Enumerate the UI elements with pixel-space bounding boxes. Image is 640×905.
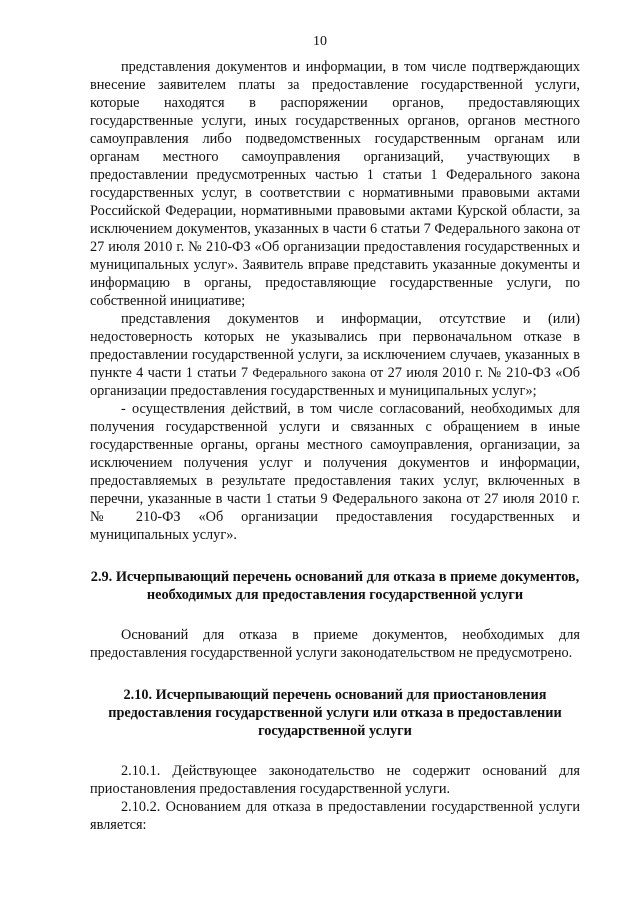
paragraph-text-small: Федерального закона [252, 366, 366, 380]
paragraph-text: от 27 июля 2010 г. № 210-ФЗ «Об организации предоставления государственных и муниципальных услуг»; [90, 365, 580, 399]
section-heading-2-9: 2.9. Исчерпывающий перечень оснований для отказа в приеме документов, необходимых для предоставления государственной услуги [90, 569, 580, 603]
heading-line: 2.10. Исчерпывающий перечень оснований для приостановления [123, 687, 547, 703]
paragraph-document-requirements: представления документов и информации, в том числе подтверждающих внесение заявителем платы за предоставление государственной услуги, которые находятся в распоряжении органов, предоставляющих государственные услуги, иных государственных органов, органов местного самоуправления либо подведомственных государственным органам или органам местного самоуправления организаций, участвующих в предоставлении предусмотренных частью 1 статьи 1 Федерального закона государственных услуг, в соответствии с нормативными правовыми актами Российской Федерации, нормативными правовыми актами Курской области, за исключением документов, указанных в части 6 статьи 7 Федерального закона от 27 июля 2010 г. № 210-ФЗ «Об организации предоставления государственных и муниципальных услуг». Заявитель вправе представить указанные документы и информацию в органы, предоставляющие государственные услуги, по собственной инициативе; [90, 59, 580, 309]
document-body [90, 58, 580, 834]
paragraph-no-grounds-refusal: Оснований для отказа в приеме документов, необходимых для предоставления государственной услуги законодательством не предусмотрено. [90, 627, 580, 661]
paragraph-2-10-2: 2.10.2. Основанием для отказа в предоставлении государственной услуги является: [90, 799, 580, 833]
paragraph-2-10-1: 2.10.1. Действующее законодательство не содержит оснований для приостановления предоставления государственной услуги. [90, 763, 580, 797]
paragraph-text: представления документов и информации, отсутствие и (или) недостоверность которых не указывались при первоначальном отказе в предоставлении государственной услуги, за исключением случаев, указанных в пункте 4 части 1 статьи 7 [90, 311, 580, 381]
section-heading-2-10 [90, 686, 580, 740]
paragraph-actions-approvals: - осуществления действий, в том числе согласований, необходимых для получения государственной услуги и связанных с обращением в иные государственные органы, органы местного самоуправления, организации, за исключением получения услуг и получения документов и информации, предоставляемых в результате предоставления таких услуг, включенных в перечни, указанные в части 1 статьи 9 Федерального закона от 27 июля 2010 г. № 210-ФЗ «Об организации предоставления государственных и муниципальных услуг». [90, 401, 580, 543]
paragraph-unreliable-documents [90, 310, 580, 400]
heading-line: предоставления государственной услуги или отказа в предоставлении [108, 705, 562, 721]
page-number: 10 [313, 34, 327, 49]
heading-line: государственной услуги [258, 723, 412, 739]
